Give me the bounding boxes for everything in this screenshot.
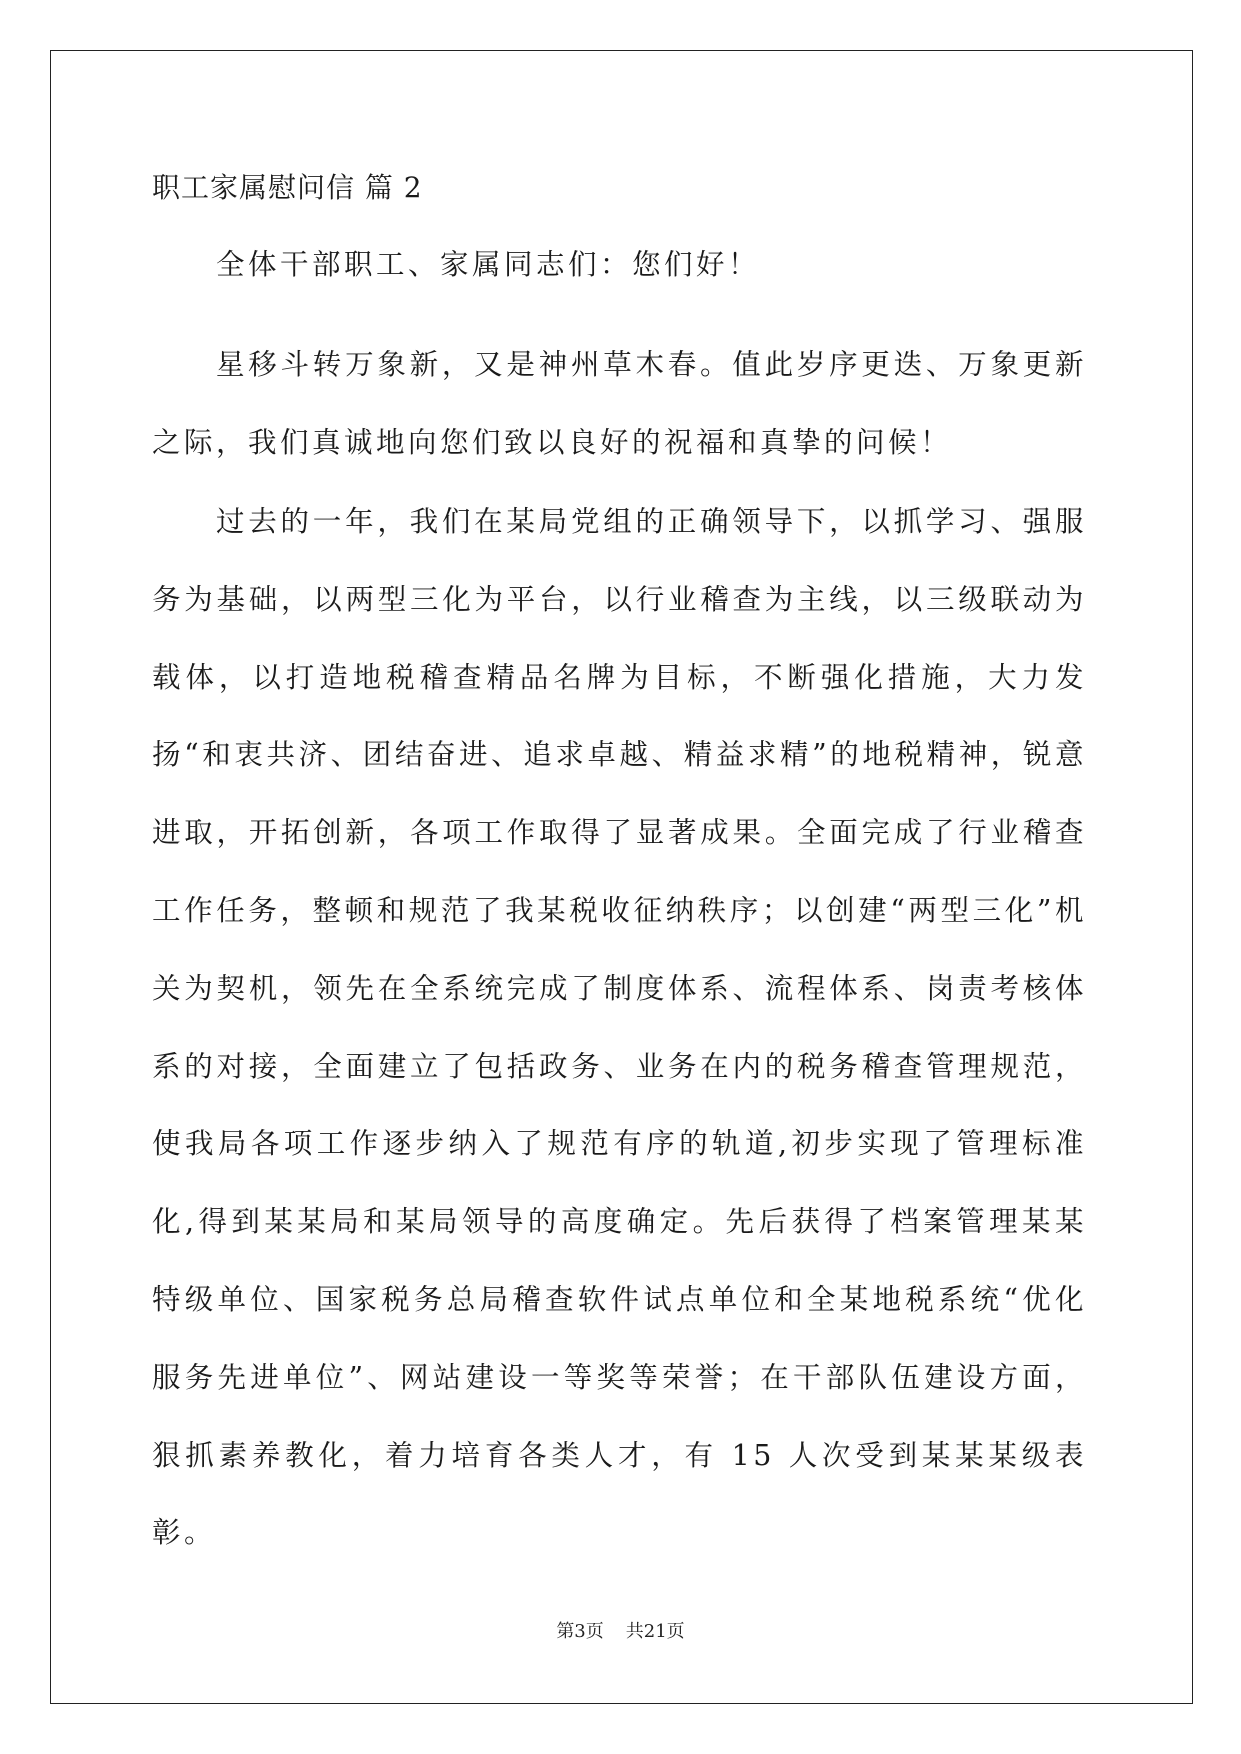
paragraph-annual-review: 过去的一年，我们在某局党组的正确领导下，以抓学习、强服务为基础，以两型三化为平台，以行业稽查为主线，以三级联动为载体，以打造地税稽查精品名牌为目标，不断强化措施，大力发扬“和衷共济、团结奋进、追求卓越、精益求精”的地税精神，锐意进取，开拓创新，各项工作取得了显著成果。全面完成了行业稽查工作任务，整顿和规范了我某税收征纳秩序；以创建“两型三化”机关为契机，领先在全系统完成了制度体系、流程体系、岗责考核体系的对接，全面建立了包括政务、业务在内的税务稽查管理规范，使我局各项工作逐步纳入了规范有序的轨道,初步实现了管理标准化,得到某某局和某局领导的高度确定。先后获得了档案管理某某特级单位、国家税务总局稽查软件试点单位和全某地税系统“优化服务先进单位”、网站建设一等奖等荣誉；在干部队伍建设方面，狠抓素养教化，着力培育各类人才，有 15 人次受到某某某级表彰。 <box>152 505 1087 1550</box>
document-title: 职工家属慰问信 篇 2 <box>152 171 423 204</box>
paragraph-new-year-wishes: 星移斗转万象新，又是神州草木春。值此岁序更迭、万象更新之际，我们真诚地向您们致以良好的祝福和真挚的问候！ <box>152 348 1087 459</box>
total-page-count: 共21页 <box>625 1621 685 1642</box>
page-footer <box>0 1620 1241 1644</box>
current-page-number: 第3页 <box>556 1621 604 1642</box>
greeting-paragraph: 全体干部职工、家属同志们：您们好！ <box>216 248 761 281</box>
